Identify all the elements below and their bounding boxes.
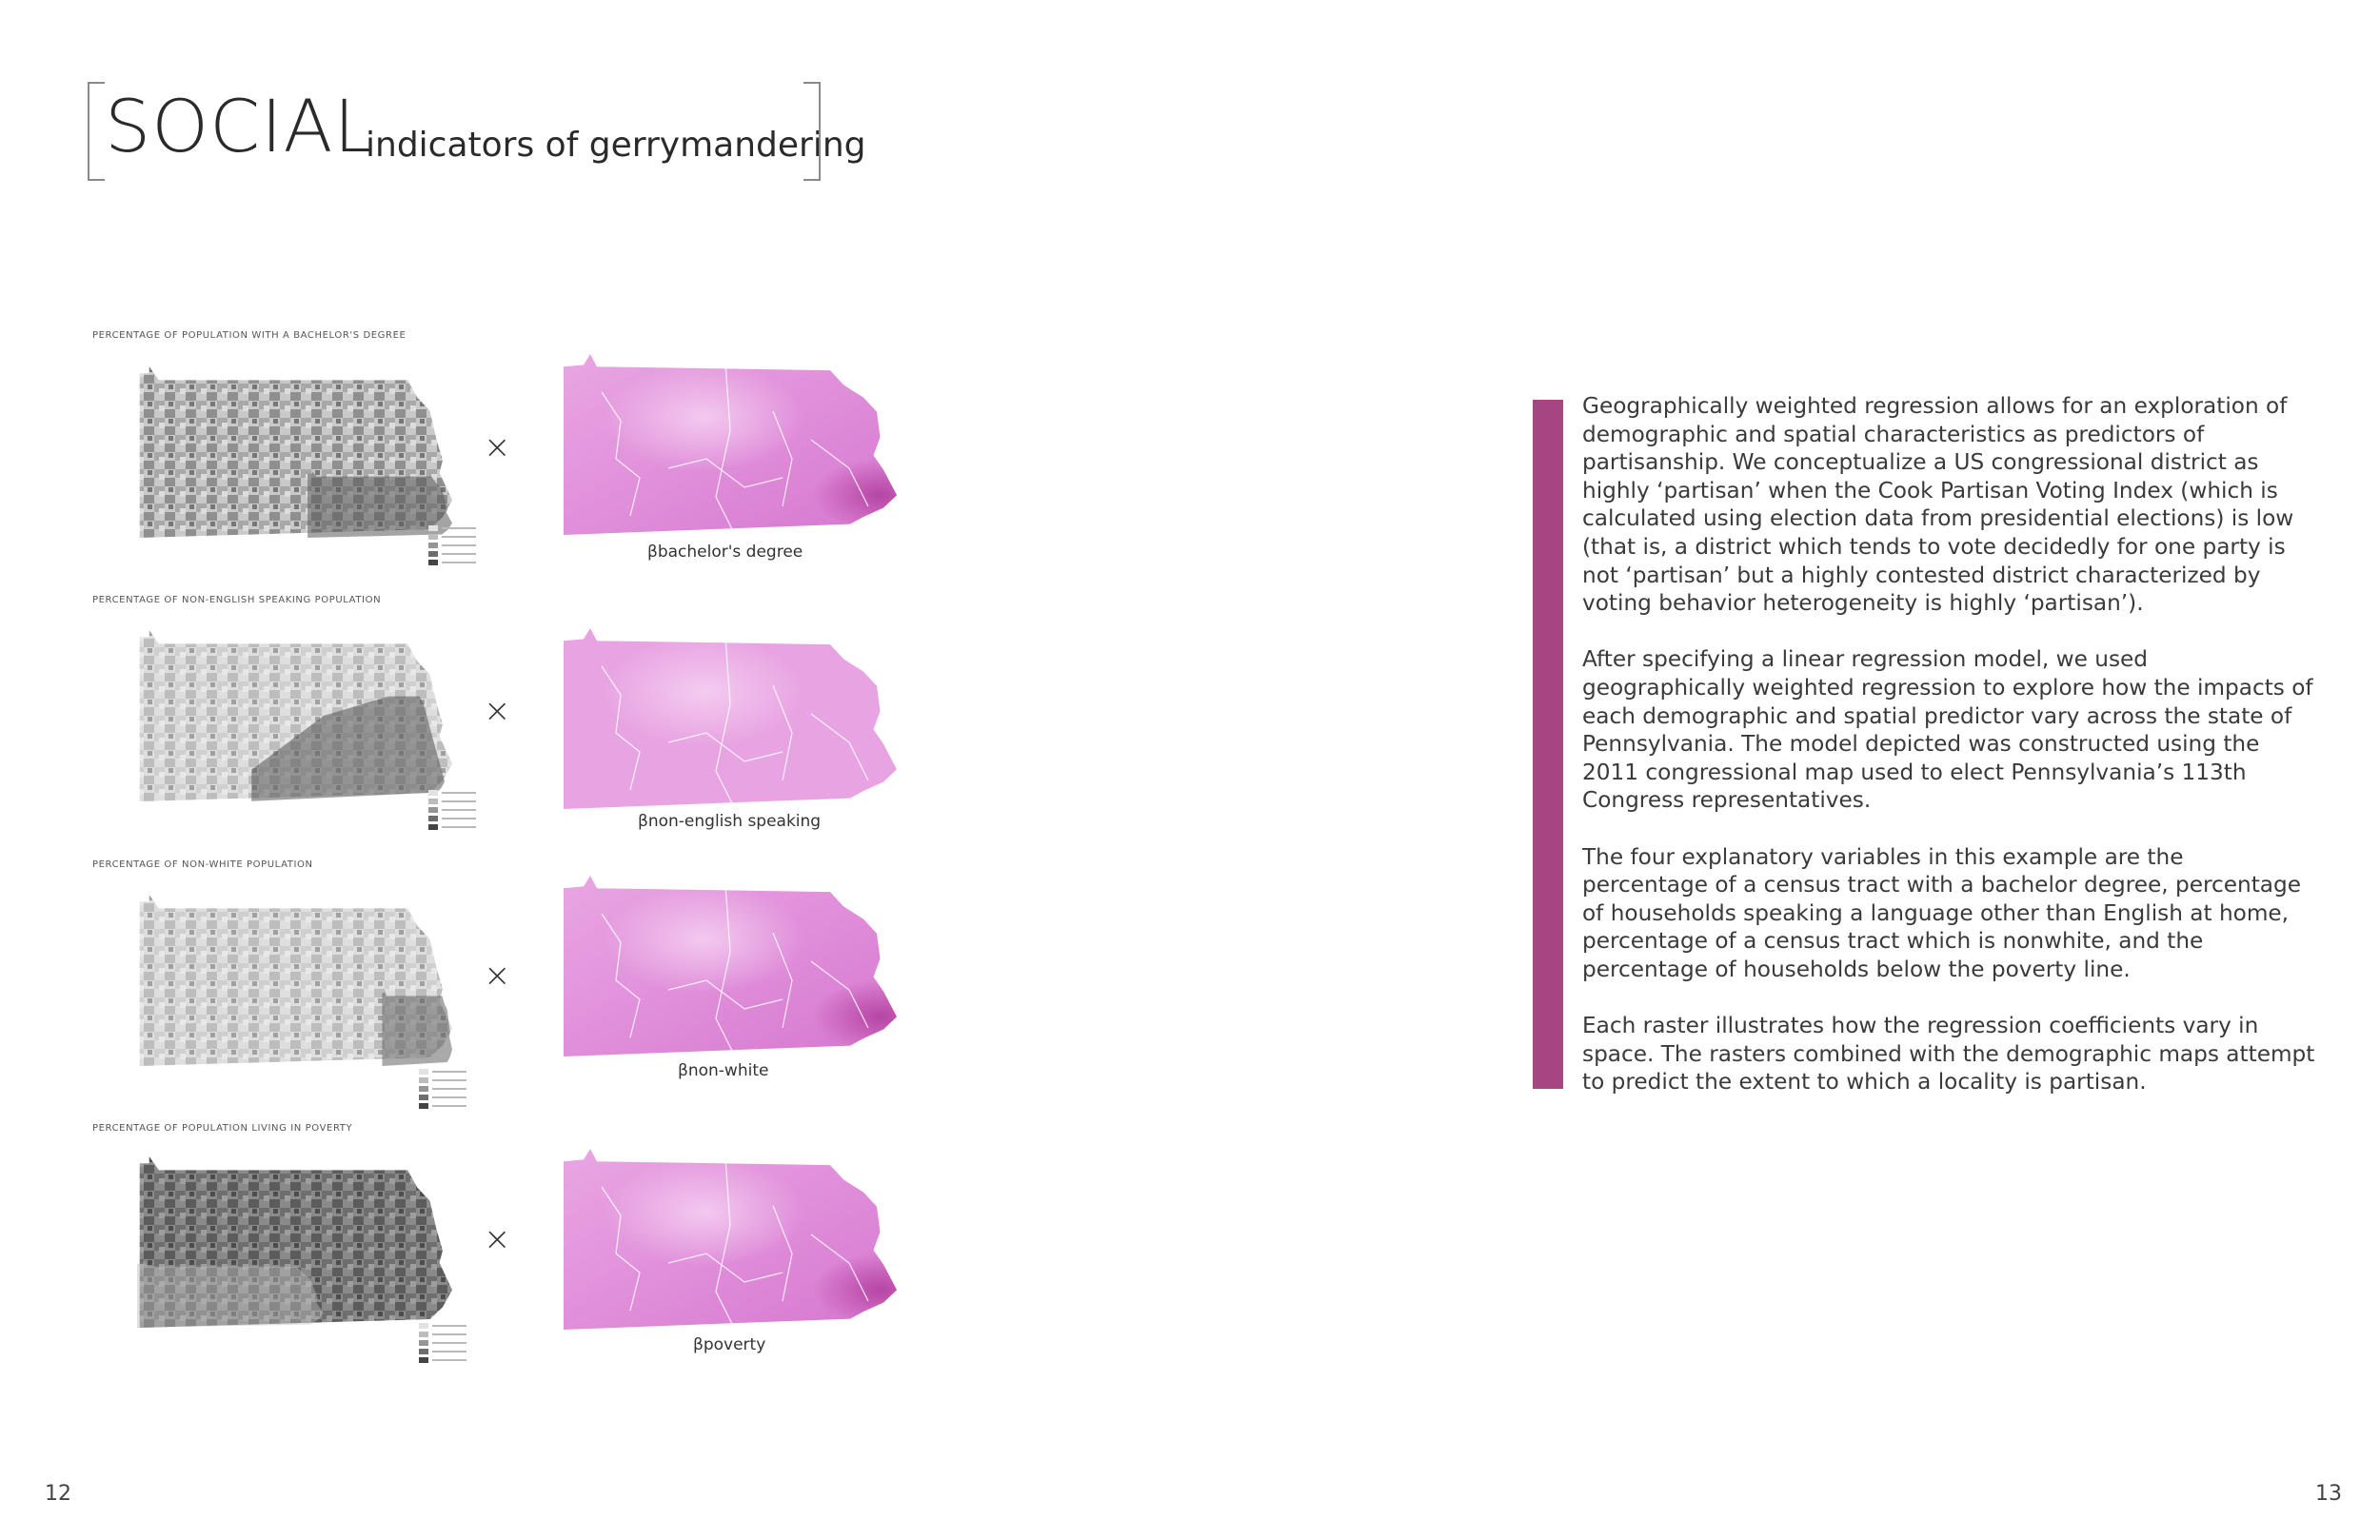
non-english-speaking-raster	[564, 628, 897, 809]
poverty-legend	[419, 1323, 476, 1366]
page-title	[88, 82, 866, 181]
row-label-non-white: PERCENTAGE OF NON-WHITE POPULATION	[92, 859, 313, 870]
page-number-left: 12	[45, 1482, 71, 1506]
body-text	[1582, 392, 2315, 1124]
row-label-poverty: PERCENTAGE OF POPULATION LIVING IN POVERTY	[92, 1123, 353, 1134]
multiply-icon: ×	[484, 692, 511, 730]
non-english-speaking-map	[133, 630, 452, 801]
row-label-non-english: PERCENTAGE OF NON-ENGLISH SPEAKING POPULATION	[92, 595, 382, 605]
accent-bar	[1533, 400, 1563, 1089]
non-english-legend	[428, 790, 486, 833]
paragraph-4: Each raster illustrates how the regression coefficients vary in space. The rasters combined with the demographic maps attempt to predict the extent to which a locality is partisan.	[1582, 1013, 2315, 1096]
title-main: SOCIAL	[105, 84, 375, 168]
paragraph-2: After specifying a linear regression model, we used geographically weighted regression to explore how the impacts of each demographic and spatial predictor vary across the state of Pennsylvania. The model depicted was constructed using the 2011 congressional map used to elect Pennsylvania’s 113th Congress representatives.	[1582, 646, 2313, 814]
beta-label-non-english: βnon-english speaking	[638, 812, 822, 831]
beta-label-poverty: βpoverty	[693, 1335, 766, 1354]
beta-label-non-white: βnon-white	[678, 1061, 769, 1080]
paragraph-1: Geographically weighted regression allows for an exploration of demographic and spatial characteristics as predictors of partisanship. We conceptualize a US congressional district as highly ‘partisan’ when the Cook Partisan Voting Index (which is calculated using election data from presidential elections) is low (that is, a district which tends to vote decidedly for one party is not ‘partisan’ but a highly contested district characterized by voting behavior heterogeneity is highly ‘partisan’).	[1582, 393, 2294, 617]
multiply-icon: ×	[484, 428, 511, 466]
bachelors-degree-raster	[564, 354, 897, 535]
bachelors-legend	[428, 525, 486, 568]
bachelors-degree-map	[133, 366, 452, 538]
non-white-legend	[419, 1069, 476, 1112]
non-white-raster	[564, 876, 897, 1056]
paragraph-3: The four explanatory variables in this example are the percentage of a census tract with a bachelor degree, percentage of households speaking a language other than English at home, percentage of a census tract which is nonwhite, and the percentage of households below the poverty line.	[1582, 843, 2301, 982]
page-number-right: 13	[2315, 1482, 2342, 1506]
poverty-map	[133, 1156, 452, 1328]
multiply-icon: ×	[484, 957, 511, 995]
title-bracket-left	[88, 82, 105, 181]
multiply-icon: ×	[484, 1220, 511, 1258]
title-subtitle: indicators of gerrymandering	[366, 126, 866, 165]
title-bracket-right	[803, 82, 821, 181]
poverty-raster	[564, 1149, 897, 1330]
non-white-map	[133, 895, 452, 1066]
row-label-bachelors: PERCENTAGE OF POPULATION WITH A BACHELOR'S DEGREE	[92, 330, 407, 341]
beta-label-bachelors: βbachelor's degree	[647, 543, 803, 562]
